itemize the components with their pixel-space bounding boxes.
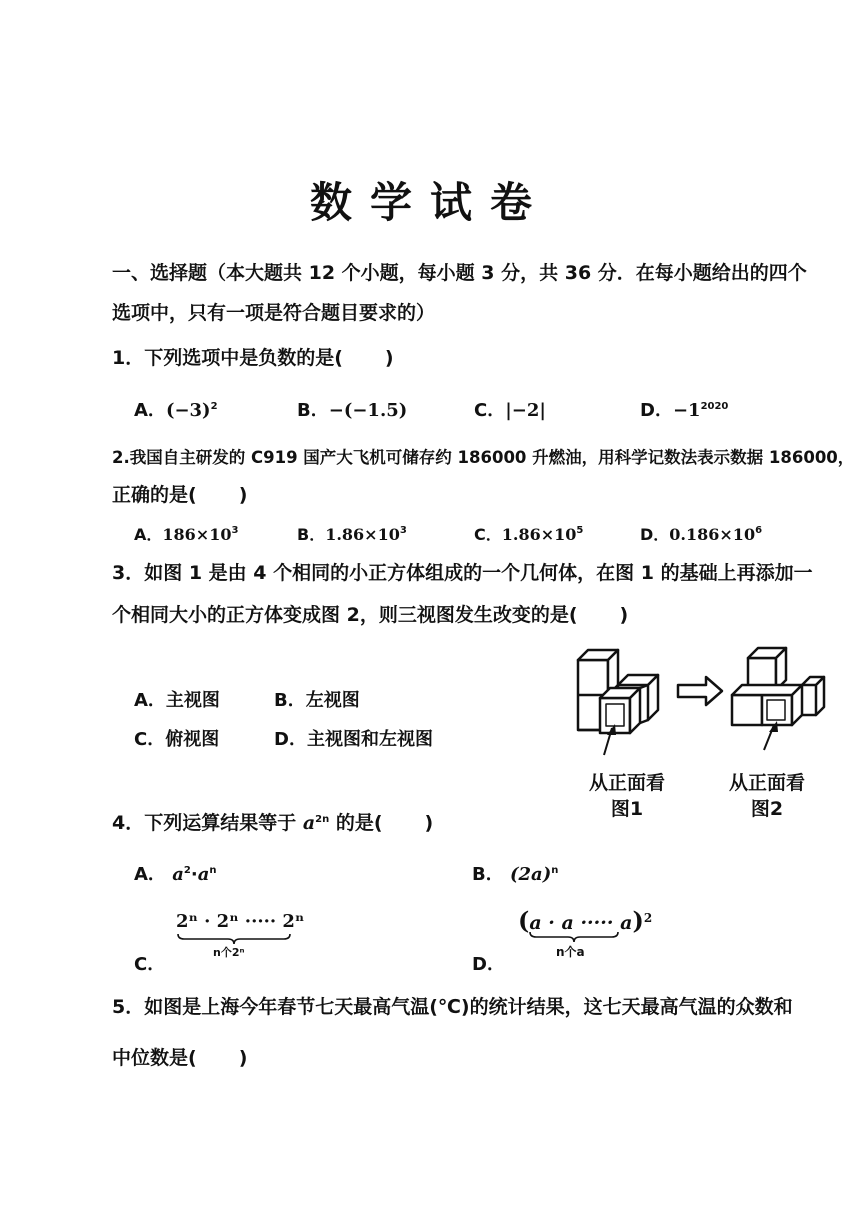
q4-option-a	[134, 860, 217, 886]
page-title: 数学试卷	[309, 178, 550, 227]
q1-option-d	[640, 396, 728, 422]
q4-option-d-brace	[528, 930, 620, 944]
section-heading-line2: 选项中，只有一项是符合题目要求的）	[112, 302, 436, 324]
figure2-cubes	[732, 648, 824, 750]
q2-option-b-exp: 3	[399, 525, 407, 536]
figure1-caption-view: 从正面看	[588, 772, 665, 794]
q3-cube-figures	[570, 640, 835, 775]
q2-option-b-base: 1.86×10	[325, 525, 400, 544]
q4-option-b-base: (2a)	[510, 864, 552, 885]
q1-option-a	[134, 396, 218, 422]
q2-option-a-exp: 3	[231, 525, 239, 536]
q1-stem-text: 1．下列选项中是负数的是(	[112, 347, 343, 369]
q1-option-b-label: B．	[297, 400, 329, 421]
q5-close-paren: )	[238, 1047, 248, 1069]
q4-option-a-label: A．	[134, 864, 166, 885]
q5-stem-line2	[112, 1043, 247, 1070]
q4-option-d-text: a · a ····· a	[529, 912, 633, 934]
q3-option-c: C．俯视图	[134, 729, 220, 750]
q1-option-c-text: |−2|	[505, 400, 546, 421]
q3-option-d: D．主视图和左视图	[274, 729, 433, 750]
q4-option-d-label: D．	[472, 954, 505, 975]
q4-close-paren: )	[424, 812, 434, 834]
q3-option-b: B．左视图	[274, 690, 360, 711]
q5-stem-text: 中位数是(	[112, 1047, 197, 1069]
q3-stem-line2	[112, 600, 628, 627]
q2-option-b	[297, 522, 407, 545]
q1-close-paren: )	[384, 347, 394, 369]
q4-option-b-exp: n	[551, 865, 559, 876]
q4-option-c-label: C．	[134, 954, 166, 975]
q4-option-d-lparen: (	[518, 906, 530, 935]
q4-option-a-exp2: n	[209, 865, 217, 876]
q2-option-d-exp: 6	[755, 525, 763, 536]
q4-option-a-exp1: 2	[183, 865, 191, 876]
q2-stem-text: 正确的是(	[112, 484, 197, 506]
q2-option-b-label: B．	[297, 525, 326, 544]
q2-option-d-label: D．	[640, 525, 670, 544]
q4-stem-post: 的是(	[329, 812, 383, 834]
figure2-caption-view: 从正面看	[728, 772, 805, 794]
q4-option-d-under: n个a	[556, 945, 585, 959]
q2-option-c-exp: 5	[576, 525, 584, 536]
q2-option-a	[134, 522, 238, 545]
q1-option-d-exp: 2020	[700, 401, 729, 412]
q2-option-d	[640, 522, 762, 545]
q4-option-b	[472, 860, 558, 886]
q4-option-c-expr: 2ⁿ · 2ⁿ ····· 2ⁿ	[176, 911, 305, 932]
q4-option-a-base2: a	[197, 864, 210, 885]
figure1-caption-label: 图1	[610, 798, 644, 820]
q2-option-c	[474, 522, 583, 545]
right-arrow-icon	[678, 677, 722, 705]
q4-option-d-rparen: )	[632, 906, 644, 935]
q1-option-b-text: −(−1.5)	[328, 400, 408, 421]
q4-option-c-under: n个2ⁿ	[213, 946, 245, 959]
q1-option-b	[297, 396, 407, 422]
q2-option-d-base: 0.186×10	[669, 525, 756, 544]
q4-option-b-label: B．	[472, 864, 504, 885]
q3-stem-text: 个相同大小的正方体变成图 2，则三视图发生改变的是(	[112, 604, 578, 626]
q4-option-a-base1: a	[172, 864, 184, 885]
section-heading-line1: 一、选择题（本大题共 12 个小题，每小题 3 分，共 36 分．在每小题给出的四个	[112, 262, 807, 284]
q4-option-d-exp: 2	[643, 911, 653, 925]
q1-option-d-base: −1	[672, 400, 701, 421]
q2-close-paren: )	[238, 484, 248, 506]
q3-stem-line1: 3．如图 1 是由 4 个相同的小正方体组成的一个几何体，在图 1 的基础上再添加一	[112, 562, 813, 584]
q4-option-a-dot: ·	[190, 864, 198, 885]
q1-option-a-base: (−3)	[165, 400, 211, 421]
q2-option-c-label: C．	[474, 525, 502, 544]
figure2-caption-label: 图2	[750, 798, 784, 820]
q4-stem-exp: 2n	[315, 814, 330, 825]
q2-option-a-base: 186×10	[162, 525, 232, 544]
q1-option-c-label: C．	[474, 400, 506, 421]
q2-stem-line1: 2.我国自主研发的 C919 国产大飞机可储存约 186000 升燃油，用科学记数法表示数据 186000，	[112, 448, 855, 467]
q3-option-a: A．主视图	[134, 690, 220, 711]
q4-stem-base: a	[302, 812, 316, 834]
q4-stem-text: 4．下列运算结果等于	[112, 812, 303, 834]
figure1-cubes	[578, 650, 658, 755]
q1-option-c	[474, 396, 546, 422]
q2-stem-line2	[112, 480, 247, 507]
q1-stem	[112, 343, 394, 370]
q3-close-paren: )	[619, 604, 629, 626]
q2-option-c-base: 1.86×10	[501, 525, 577, 544]
q2-option-a-label: A．	[134, 525, 163, 544]
q1-option-a-label: A．	[134, 400, 166, 421]
q4-stem	[112, 808, 433, 835]
q5-stem-line1: 5．如图是上海今年春节七天最高气温(℃)的统计结果，这七天最高气温的众数和	[112, 996, 793, 1018]
q1-option-d-label: D．	[640, 400, 673, 421]
q1-option-a-exp: 2	[210, 401, 218, 412]
